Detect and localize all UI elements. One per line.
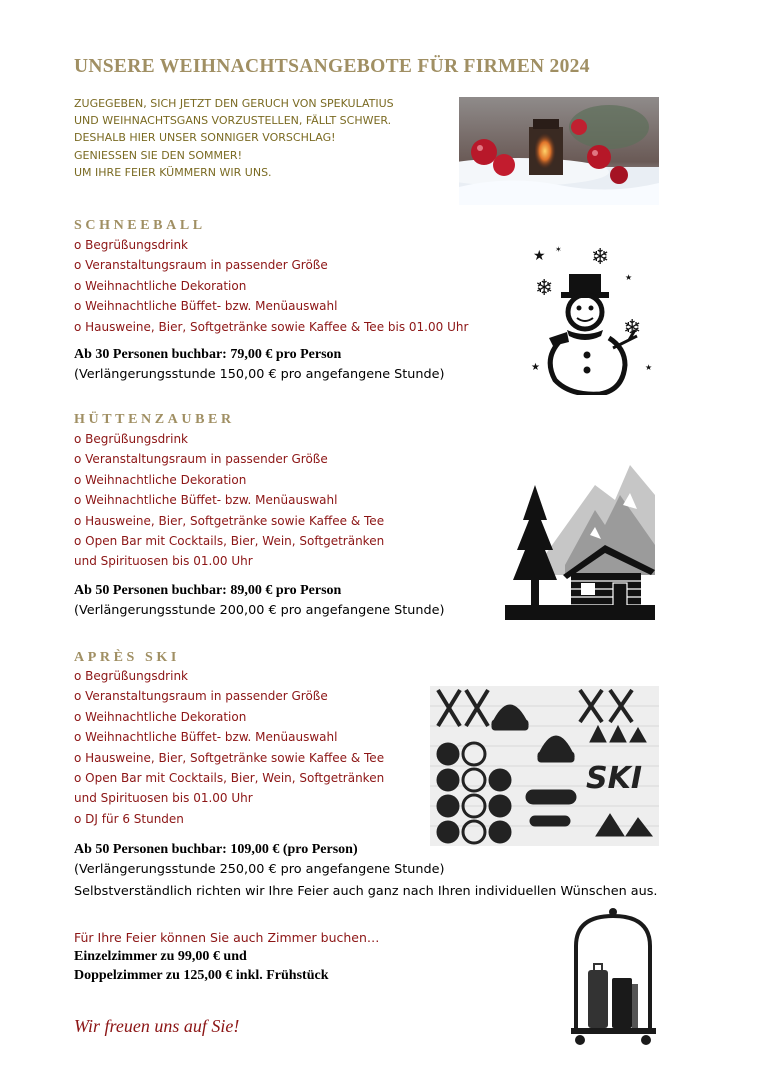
svg-text:❄: ❄ <box>535 276 554 301</box>
rooms-double: Doppelzimmer zu 125,00 € inkl. Frühstück <box>74 968 329 983</box>
list-item: o Veranstaltungsraum in passender Größe <box>74 689 328 704</box>
page-title: UNSERE WEIHNACHTSANGEBOTE FÜR FIRMEN 2024 <box>74 56 590 77</box>
intro-line: GENIESSEN SIE DEN SOMMER! <box>74 148 242 162</box>
intro-line: ZUGEGEBEN, SICH JETZT DEN GERUCH VON SPEKULATIUS <box>74 97 394 110</box>
list-item: und Spirituosen bis 01.00 Uhr <box>74 791 253 806</box>
package-title-huettenzauber: HÜTTENZAUBER <box>74 412 235 427</box>
luggage-cart-icon <box>566 906 661 1048</box>
intro-text <box>74 95 394 181</box>
list-item: o Weihnachtliche Dekoration <box>74 709 247 724</box>
package-price: Ab 50 Personen buchbar: 89,00 € pro Person <box>74 583 342 598</box>
list-item: o Begrüßungsdrink <box>74 432 189 446</box>
list-item: o Hausweine, Bier, Softgetränke sowie Kaffee & Tee <box>74 750 385 765</box>
package-extension: (Verlängerungsstunde 200,00 € pro angefangene Stunde) <box>74 603 445 618</box>
intro-line: DESHALB HIER UNSER SONNIGER VORSCHLAG! <box>74 131 336 145</box>
package-price: Ab 30 Personen buchbar: 79,00 € pro Person <box>74 347 342 362</box>
closing-text: Wir freuen uns auf Sie! <box>74 1016 240 1036</box>
mountain-cabin-illustration <box>505 465 655 620</box>
package-title-schneeball: SCHNEEBALL <box>74 218 206 233</box>
svg-text:★: ★ <box>531 362 540 373</box>
package-items-schneeball <box>74 235 468 337</box>
package-extension: (Verlängerungsstunde 150,00 € pro angefangene Stunde) <box>74 367 445 382</box>
list-item: o Open Bar mit Cocktails, Bier, Wein, Softgetränken <box>74 534 385 549</box>
intro-line: UND WEIHNACHTSGANS VORZUSTELLEN, FÄLLT SCHWER. <box>74 114 392 128</box>
svg-text:❄: ❄ <box>591 245 610 270</box>
list-item: o Begrüßungsdrink <box>74 238 189 252</box>
package-items-huettenzauber <box>74 429 384 572</box>
intro-line: UM IHRE FEIER KÜMMERN WIR UNS. <box>74 165 272 179</box>
svg-text:★: ★ <box>625 273 633 282</box>
svg-text:★: ★ <box>645 363 653 372</box>
snowman-icon <box>525 240 660 395</box>
list-item: o Weihnachtliche Büffet- bzw. Menüauswahl <box>74 299 338 314</box>
list-item: o Weihnachtliche Büffet- bzw. Menüauswahl <box>74 493 338 508</box>
christmas-lantern-photo <box>459 97 659 205</box>
list-item: und Spirituosen bis 01.00 Uhr <box>74 554 253 569</box>
list-item: o Hausweine, Bier, Softgetränke sowie Kaffee & Tee bis 01.00 Uhr <box>74 319 469 334</box>
list-item: o Weihnachtliche Büffet- bzw. Menüauswahl <box>74 730 338 745</box>
list-item: o DJ für 6 Stunden <box>74 811 184 826</box>
list-item: o Begrüßungsdrink <box>74 669 189 683</box>
list-item: o Weihnachtliche Dekoration <box>74 278 247 293</box>
package-items-apres-ski <box>74 666 384 829</box>
package-title-apres-ski: APRÈS SKI <box>74 650 180 665</box>
ski-lettering: SKI <box>586 761 643 796</box>
svg-text:❄: ❄ <box>623 316 642 341</box>
list-item: o Hausweine, Bier, Softgetränke sowie Kaffee & Tee <box>74 513 385 528</box>
svg-text:★: ★ <box>533 248 546 264</box>
package-extension: (Verlängerungsstunde 250,00 € pro angefangene Stunde) <box>74 862 445 877</box>
list-item: o Veranstaltungsraum in passender Größe <box>74 258 328 273</box>
ski-icons-collage <box>430 686 659 846</box>
individual-note: Selbstverständlich richten wir Ihre Feier auch ganz nach Ihren individuellen Wünschen aus. <box>74 884 658 899</box>
rooms-single: Einzelzimmer zu 99,00 € und <box>74 949 247 964</box>
list-item: o Veranstaltungsraum in passender Größe <box>74 452 328 467</box>
package-price: Ab 50 Personen buchbar: 109,00 € (pro Person) <box>74 842 358 857</box>
rooms-intro: Für Ihre Feier können Sie auch Zimmer buchen… <box>74 930 380 945</box>
list-item: o Weihnachtliche Dekoration <box>74 472 247 487</box>
list-item: o Open Bar mit Cocktails, Bier, Wein, Softgetränken <box>74 771 385 786</box>
svg-text:✶: ✶ <box>555 245 562 254</box>
